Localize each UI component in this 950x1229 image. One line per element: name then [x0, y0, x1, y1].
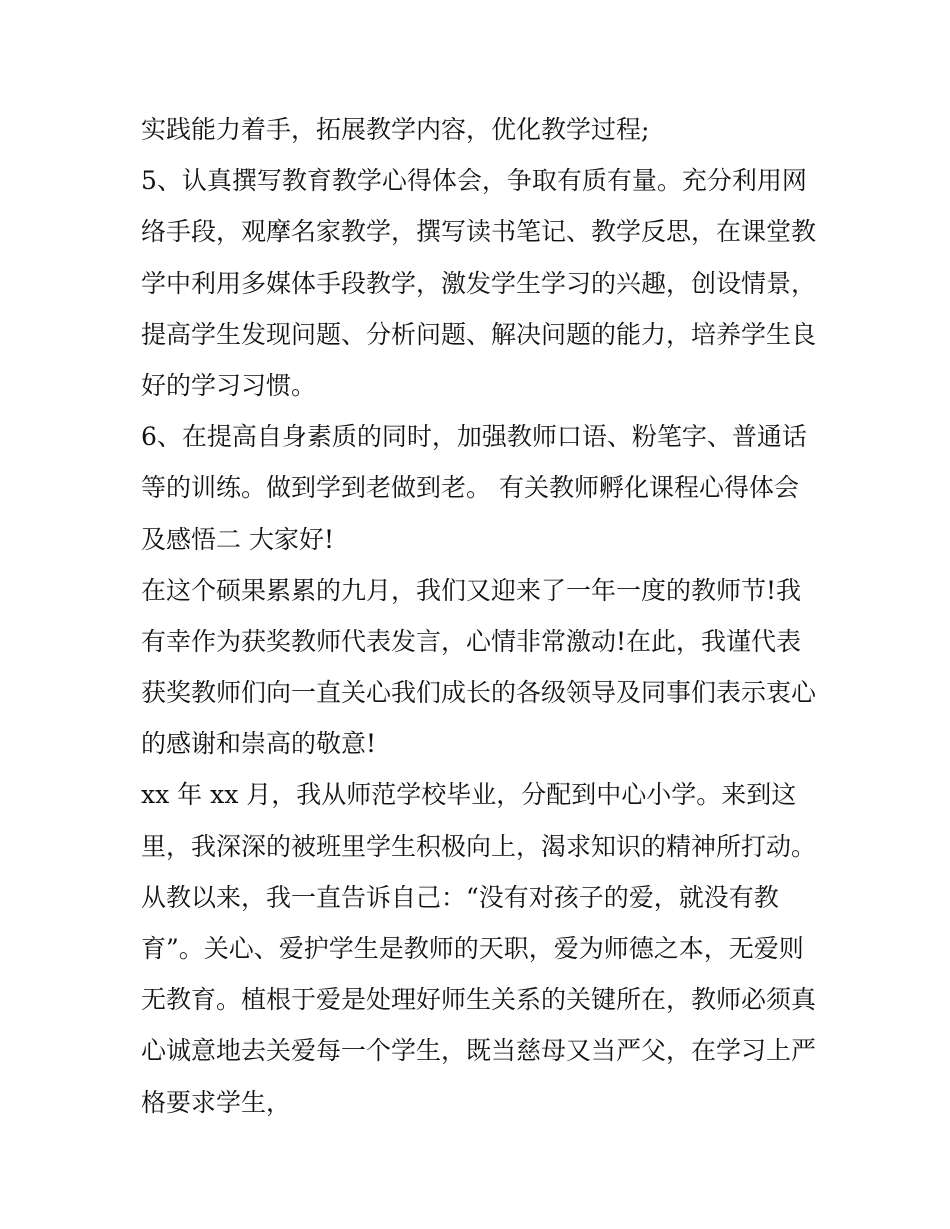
- text-line: 里，我深深的被班里学生积极向上，渴求知识的精神所打动。: [141, 831, 817, 861]
- text-line: 实践能力着手，拓展教学内容，优化教学过程;: [141, 115, 650, 144]
- text-line: 从教以来，我一直告诉自己：“没有对孩子的爱，就没有教: [141, 882, 779, 912]
- text-line: 育”。关心、爱护学生是教师的天职，爱为师德之本，无爱则: [141, 934, 804, 963]
- text-line: 等的训练。做到学到老做到老。 有关教师孵化课程心得体会: [141, 473, 799, 503]
- text-line: 学中利用多媒体手段教学，激发学生学习的兴趣，创设情景，: [141, 268, 817, 298]
- text-line: 心诚意地去关爱每一个学生，既当慈母又当严父，在学习上严: [141, 1036, 817, 1066]
- text-line: 有幸作为获奖教师代表发言，心情非常激动!在此，我谨代表: [141, 626, 802, 656]
- text-line: 络手段，观摩名家教学，撰写读书笔记、教学反思，在课堂教: [141, 217, 817, 247]
- text-line: 格要求学生，: [141, 1087, 292, 1117]
- body-text: [141, 104, 821, 1128]
- text-line: 5、认真撰写教育教学心得体会，争取有质有量。充分利用网: [141, 166, 807, 196]
- text-line: 及感悟二 大家好!: [141, 524, 334, 554]
- text-line: xx 年 xx 月，我从师范学校毕业，分配到中心小学。来到这: [141, 780, 797, 810]
- text-line: 在这个硕果累累的九月，我们又迎来了一年一度的教师节!我: [141, 575, 802, 605]
- text-line: 提高学生发现问题、分析问题、解决问题的能力，培养学生良: [141, 319, 817, 349]
- text-line: 好的学习习惯。: [141, 370, 317, 400]
- text-line: 无教育。植根于爱是处理好师生关系的关键所在，教师必须真: [141, 985, 817, 1015]
- text-line: 6、在提高自身素质的同时，加强教师口语、粉笔字、普通话: [141, 422, 807, 452]
- text-line: 的感谢和崇高的敬意!: [141, 729, 377, 759]
- text-line: 获奖教师们向一直关心我们成长的各级领导及同事们表示衷心: [141, 678, 817, 708]
